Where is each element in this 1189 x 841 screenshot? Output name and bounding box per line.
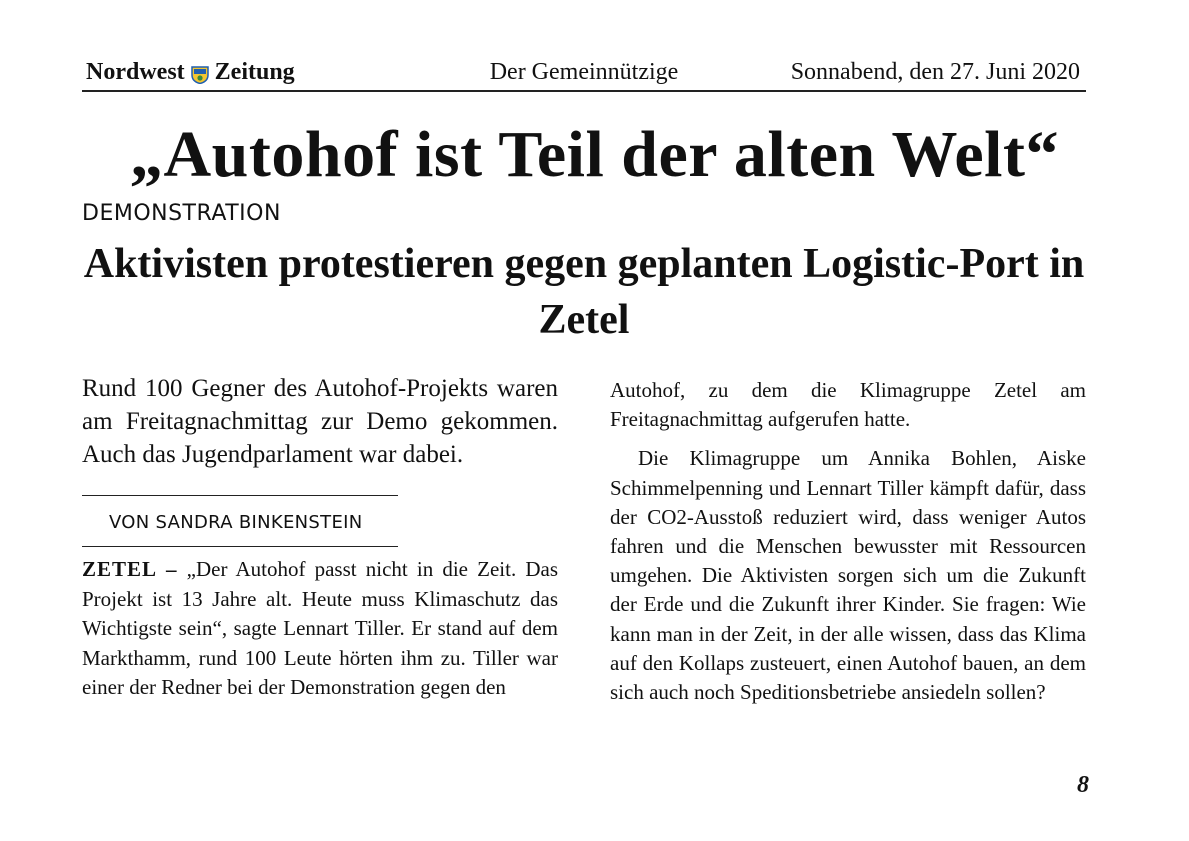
body-text-right-1: Autohof, zu dem die Klimagruppe Zetel am Freitagnachmittag aufgerufen hatte. (610, 378, 1086, 432)
newspaper-name-part1: Nordwest (86, 59, 185, 85)
issue-date: Sonnabend, den 27. Juni 2020 (790, 59, 1080, 85)
teaser: Rund 100 Gegner des Autohof-Projekts waren am Freitagnachmittag zur Demo gekommen. Auch das Jugendparlament war dabei. (82, 375, 558, 468)
byline: VON SANDRA BINKENSTEIN (109, 512, 363, 533)
kicker: DEMONSTRATION (82, 201, 281, 226)
right-column (610, 376, 1086, 707)
body-text-left (82, 555, 558, 703)
left-column (82, 372, 558, 703)
subheadline: Aktivisten protestieren gegen geplanten Logistic-Port in Zetel (83, 241, 1085, 343)
body-text-right-2: Die Klimagruppe um Annika Bohlen, Aiske Schimmelpenning und Lennart Tiller kämpft dafür, dass der CO2-Ausstoß reduziert wird, dass weniger Autos fahren und die Menschen bewusster mit Ressourcen umgehen. Die Aktivisten sorgen sich um die Zukunft der Erde und die Zukunft ihrer Kinder. Sie fragen: Wie kann man in der Zeit, in der alle wissen, dass das Klima auf den Kollaps zusteuert, einen Autohof bauen, an dem sich auch noch Speditionsbetriebe ansiedeln sollen? (610, 446, 1086, 705)
headline: „Autohof ist Teil der alten Welt“ (130, 118, 1059, 191)
section-title: Der Gemeinnützige (489, 59, 679, 85)
divider (82, 546, 398, 547)
masthead (82, 58, 1086, 92)
dateline: ZETEL – (82, 557, 178, 581)
page-number: 8 (1077, 772, 1089, 798)
newspaper-name-part2: Zeitung (214, 59, 295, 85)
body-text-left-content: „Der Autohof passt nicht in die Zeit. Das Projekt ist 13 Jahre alt. Heute muss Klimaschutz das Wichtigste sein“, sagte Lennart Tiller. Er stand auf dem Markthamm, rund 100 Leute hörten ihm zu. Tiller war einer der Redner bei der Demonstration gegen den (82, 557, 558, 699)
